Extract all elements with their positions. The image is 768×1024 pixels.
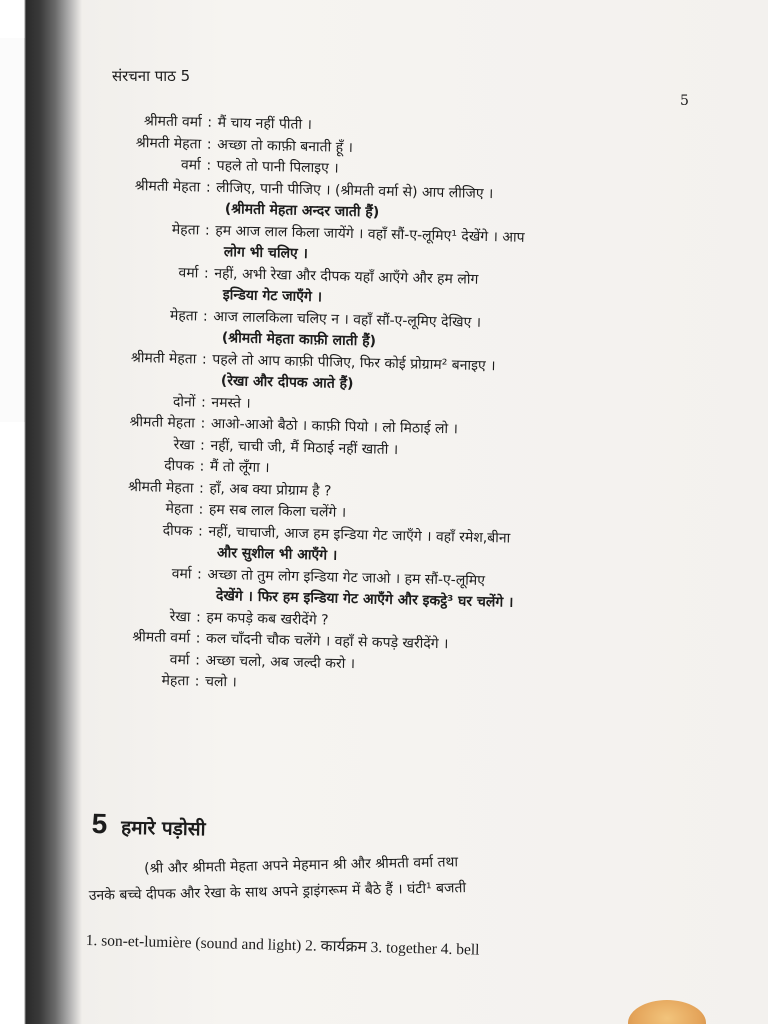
speaker-name: श्रीमती मेहता: [135, 134, 202, 153]
speaker-name: मेहता: [169, 307, 198, 324]
finger-in-photo: [628, 1000, 706, 1024]
dialogue-text: (श्रीमती मेहता काफ़ी लाती हैं): [221, 330, 377, 350]
dialogue-text: पहले तो आप काफ़ी पीजिए, फिर कोई प्रोग्राम² बनाइए ।: [212, 351, 496, 374]
colon-separator: :: [206, 157, 212, 174]
chapter-title: हमारे पड़ोसी: [120, 816, 206, 841]
dialogue-text: नहीं, अभी रेखा और दीपक यहाँ आएँगे और हम लोग: [214, 265, 479, 288]
dialogue-text: मैं चाय नहीं पीती ।: [217, 114, 313, 134]
speaker-name: दीपक: [164, 457, 195, 475]
speaker-name: रेखा: [173, 436, 195, 453]
speaker-name: रेखा: [169, 608, 191, 625]
colon-separator: :: [200, 415, 206, 432]
running-head: संरचना पाठ 5: [112, 67, 191, 85]
colon-separator: :: [195, 609, 202, 626]
dialogue-text: हाँ, अब क्या प्रोग्राम है ?: [209, 480, 332, 500]
dialogue-text: हम सब लाल किला चलेंगे ।: [208, 501, 347, 521]
speaker-name: वर्मा: [180, 157, 201, 174]
intro-line: (श्री और श्रीमती मेहता अपने मेहमान श्री और श्रीमती वर्मा तथा: [144, 854, 459, 877]
dialogue-text: नहीं, चाची जी, मैं मिठाई नहीं खाती ।: [210, 437, 399, 458]
speaker-name: दोनों: [172, 393, 196, 410]
colon-separator: :: [199, 458, 205, 475]
colon-separator: :: [203, 265, 209, 282]
colon-separator: :: [199, 437, 205, 454]
page-edge: [0, 38, 25, 422]
dialogue-text: कल चाँदनी चौक चलेंगे । वहाँ से कपड़े खरीदेंगे ।: [205, 630, 449, 653]
colon-separator: :: [198, 480, 204, 497]
dialogue-text: अच्छा तो काफ़ी बनाती हूँ ।: [217, 136, 354, 156]
dialogue-text: इन्डिया गेट जाएँगे ।: [222, 287, 323, 306]
dialogue-text: लीजिए, पानी पीजिए । (श्रीमती वर्मा से) आप लीजिए ।: [216, 179, 494, 202]
page-number: 5: [680, 93, 689, 109]
speaker-name: श्रीमती वर्मा: [132, 629, 191, 647]
dialogue-text: देखेंगे । फिर हम इन्डिया गेट आएँगे और इकट्ठे³ घर चलेंगे ।: [215, 587, 514, 611]
dialogue-text: हम कपड़े कब खरीदेंगे ?: [206, 609, 329, 629]
speaker-name: वर्मा: [169, 651, 190, 668]
dialogue-text: आओ-आओ बैठो । काफ़ी पियो । लो मिठाई लो ।: [210, 415, 459, 438]
chapter-heading: [91, 808, 206, 842]
footnotes: 1. son-et-lumière (sound and light) 2. कार्यक्रम 3. together 4. bell: [85, 931, 480, 959]
colon-separator: :: [206, 136, 212, 153]
intro-line: उनके बच्चे दीपक और रेखा के साथ अपने ड्राइंगरूम में बैठे हैं । घंटी¹ बजती: [88, 880, 467, 904]
colon-separator: :: [200, 394, 206, 411]
colon-separator: :: [201, 351, 207, 368]
speaker-name: श्रीमती वर्मा: [143, 113, 202, 131]
speaker-name: वर्मा: [171, 565, 192, 582]
dialogue-text: पहले तो पानी पिलाइए ।: [216, 157, 339, 177]
speaker-name: दीपक: [162, 522, 193, 539]
colon-separator: :: [195, 630, 201, 647]
speaker-name: श्रीमती मेहता: [130, 349, 197, 367]
colon-separator: :: [196, 566, 203, 583]
dialogue-text: हम आज लाल किला जायेंगे । वहाँ सौं-ए-लूमिए¹ देखेंगे । आप: [215, 222, 525, 246]
colon-separator: :: [207, 114, 213, 131]
dialogue-text: मैं तो लूँगा ।: [209, 458, 270, 477]
speaker-name: वर्मा: [178, 264, 199, 281]
dialogue-text: नमस्ते ।: [211, 394, 251, 412]
dialogue-text: अच्छा चलो, अब जल्दी करो ।: [205, 652, 356, 672]
speaker-name: श्रीमती मेहता: [127, 478, 194, 496]
dialogue-text: (रेखा और दीपक आते हैं): [220, 373, 354, 393]
colon-separator: :: [204, 222, 210, 239]
dialogue-text: (श्रीमती मेहता अन्दर जाती हैं): [224, 201, 380, 221]
dialogue-text: चलो ।: [204, 673, 237, 691]
speaker-name: श्रीमती मेहता: [134, 177, 201, 196]
dialogue-text: लोग भी चलिए ।: [223, 244, 309, 262]
colon-separator: :: [194, 673, 200, 690]
colon-separator: :: [198, 501, 204, 518]
speaker-name: मेहता: [171, 221, 200, 239]
speaker-name: मेहता: [161, 672, 190, 690]
colon-separator: :: [205, 179, 211, 196]
dialogue-text: आज लालकिला चलिए न । वहाँ सौं-ए-लूमिए देखिए ।: [213, 308, 482, 331]
colon-separator: :: [202, 308, 208, 325]
intro-paragraph: [88, 847, 689, 912]
dialogue-block: [77, 110, 690, 704]
dialogue-text: नहीं, चाचाजी, आज हम इन्डिया गेट जाएँगे । वहाँ रमेश,बीना: [208, 523, 511, 547]
dialogue-text: और सुशील भी आएँगे ।: [216, 544, 338, 564]
speaker-name: श्रीमती मेहता: [129, 413, 196, 432]
chapter-number: 5: [91, 808, 108, 840]
colon-separator: :: [197, 523, 204, 540]
dialogue-text: अच्छा तो तुम लोग इन्डिया गेट जाओ । हम सौं-ए-लूमिए: [207, 566, 486, 589]
speaker-name: मेहता: [165, 500, 194, 518]
colon-separator: :: [195, 652, 201, 669]
